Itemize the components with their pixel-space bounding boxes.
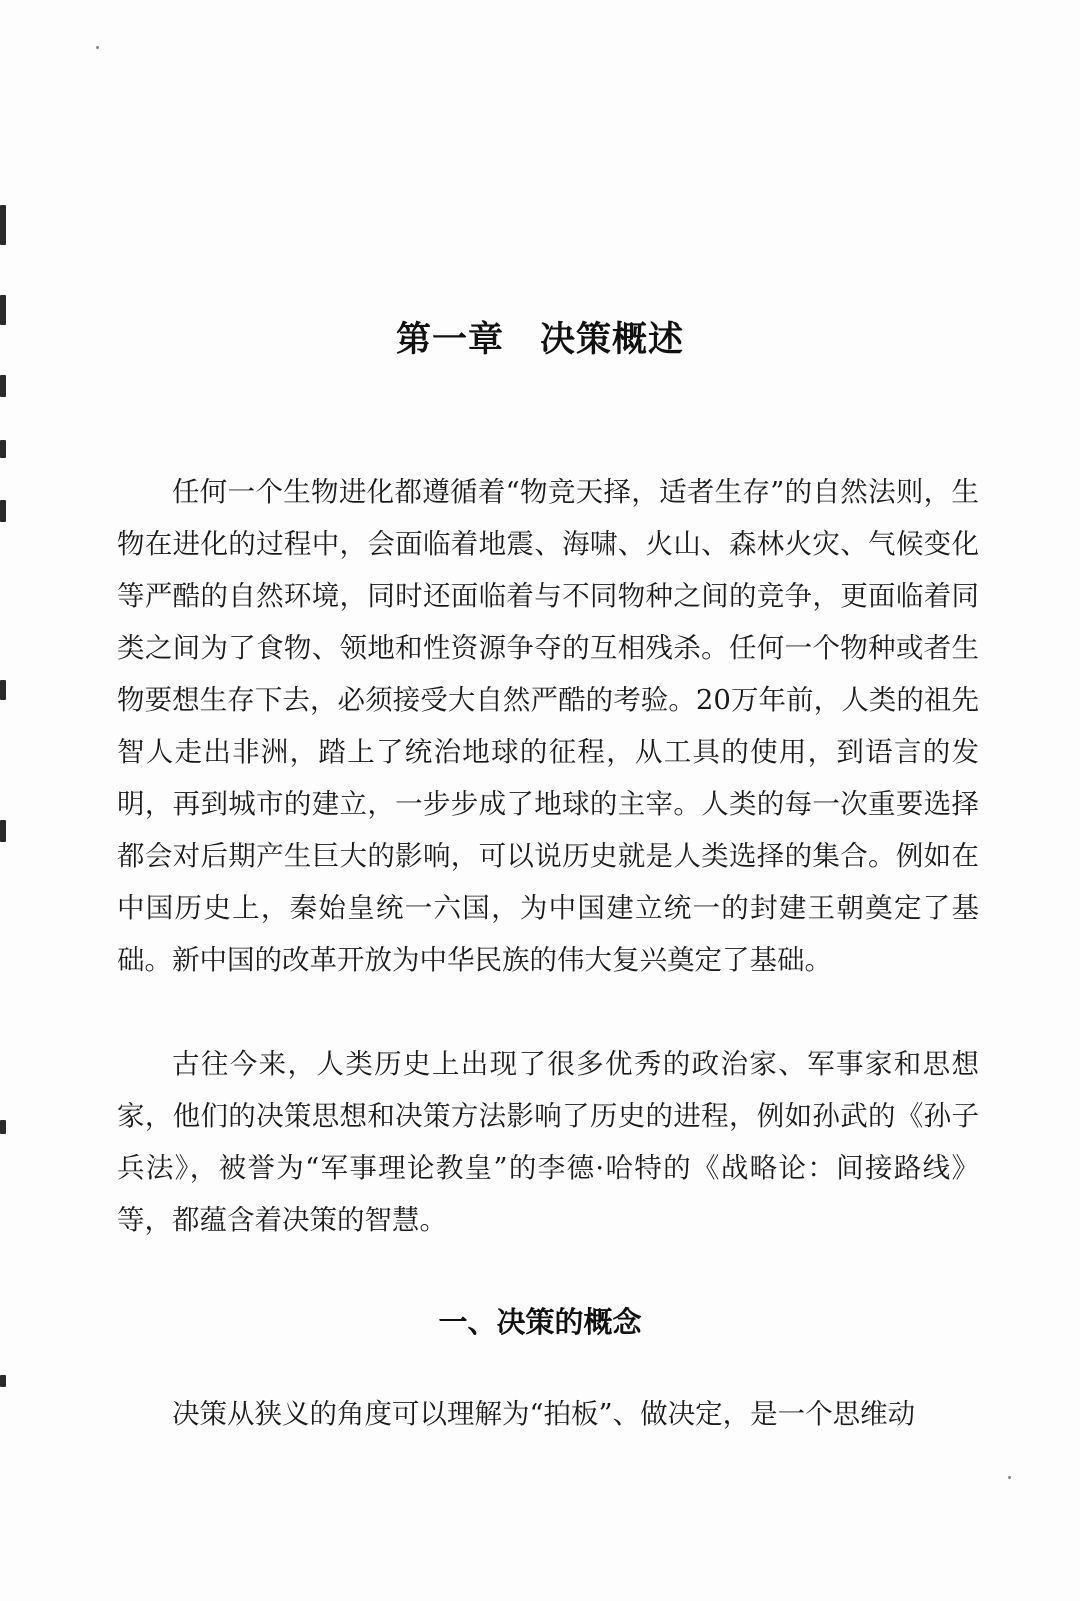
binding-mark <box>0 440 6 458</box>
body-paragraph: 任何一个生物进化都遵循着“物竞天择，适者生存”的自然法则，生物在进化的过程中，会面临着地震、海啸、火山、森林火灾、气候变化等严酷的自然环境，同时还面临着与不同物种之间的竞争，更面临着同类之间为了食物、领地和性资源争夺的互相残杀。任何一个物种或者生物要想生存下去，必须接受大自然严酷的考验。20万年前，人类的祖先智人走出非洲，踏上了统治地球的征程，从工具的使用，到语言的发明，再到城市的建立，一步步成了地球的主宰。人类的每一次重要选择都会对后期产生巨大的影响，可以说历史就是人类选择的集合。例如在中国历史上，秦始皇统一六国，为中国建立统一的封建王朝奠定了基础。新中国的改革开放为中华民族的伟大复兴奠定了基础。 <box>117 476 979 976</box>
chapter-title: 第一章 决策概述 <box>395 320 684 360</box>
binding-mark <box>0 680 6 700</box>
binding-mark <box>0 500 6 522</box>
section-title: 一、决策的概念 <box>438 1305 642 1339</box>
body-paragraph: 古往今来，人类历史上出现了很多优秀的政治家、军事家和思想家，他们的决策思想和决策方法影响了历史的进程，例如孙武的《孙子兵法》，被誉为“军事理论教皇”的李德·哈特的《战略论：间接路线》等，都蕴含着决策的智慧。 <box>117 1048 979 1236</box>
binding-mark <box>0 1375 6 1387</box>
section-first-paragraph: 决策从狭义的角度可以理解为“拍板”、做决定，是一个思维动 <box>172 1398 916 1430</box>
binding-mark <box>0 375 6 397</box>
binding-mark <box>0 820 6 842</box>
binding-mark <box>0 1120 6 1134</box>
scan-speck <box>96 46 99 49</box>
scan-speck <box>1008 1476 1011 1479</box>
binding-mark <box>0 205 6 245</box>
